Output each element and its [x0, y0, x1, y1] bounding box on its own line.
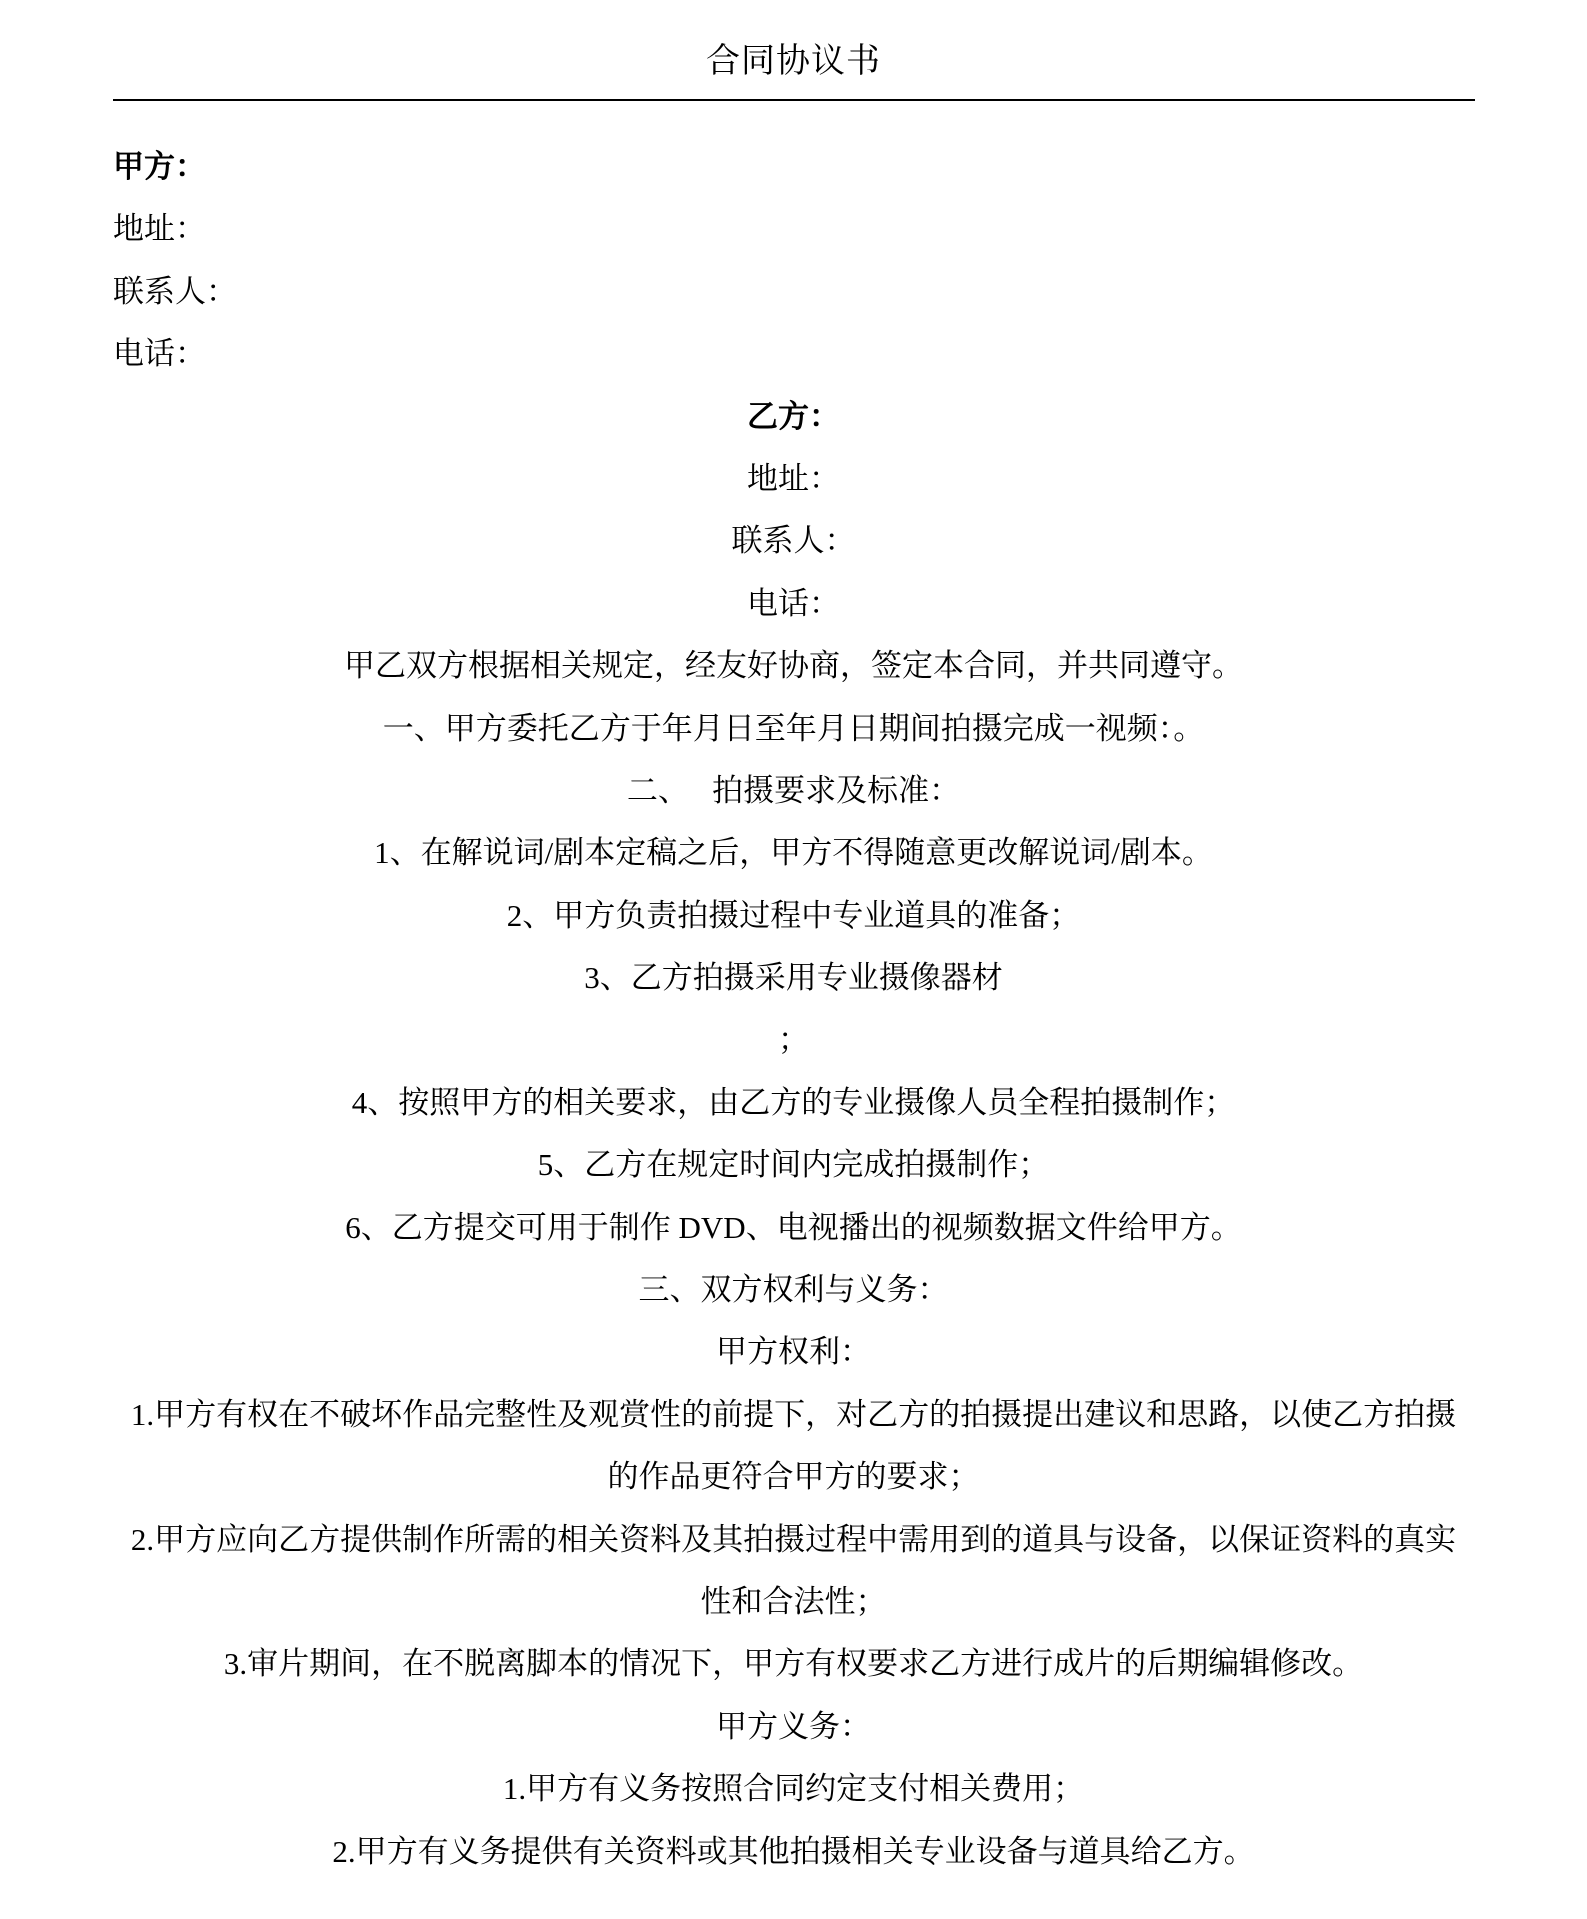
document-line: 3、乙方拍摄采用专业摄像器材 — [584, 960, 1003, 996]
title-divider-rule — [113, 99, 1475, 101]
document-line: 一、甲方委托乙方于年月日至年月日期间拍摄完成一视频：。 — [382, 710, 1205, 746]
document-line: 联系人： — [113, 273, 237, 309]
document-line: 3.审片期间，在不脱离脚本的情况下，甲方有权要求乙方进行成片的后期编辑修改。 — [223, 1646, 1364, 1682]
document-line: 的作品更符合甲方的要求； — [607, 1459, 980, 1495]
document-line: 甲乙双方根据相关规定，经友好协商，签定本合同，并共同遵守。 — [344, 648, 1243, 684]
document-line: 电话： — [113, 336, 206, 372]
document-body — [113, 136, 1474, 1883]
document-line: 电话： — [747, 585, 840, 621]
document-line: 性和合法性； — [700, 1583, 887, 1619]
document-line: 联系人： — [731, 523, 856, 559]
document-line: 1.甲方有义务按照合同约定支付相关费用； — [502, 1771, 1085, 1807]
document-line: 2、甲方负责拍摄过程中专业道具的准备； — [506, 897, 1081, 933]
document-title: 合同协议书 — [706, 41, 881, 81]
document-line: 二、 拍摄要求及标准： — [626, 772, 961, 808]
document-line: 甲方义务： — [716, 1708, 871, 1744]
document-line: 2.甲方应向乙方提供制作所需的相关资料及其拍摄过程中需用到的道具与设备，以保证资料的真实 — [130, 1521, 1457, 1557]
document-line: 6、乙方提交可用于制作 DVD、电视播出的视频数据文件给甲方。 — [345, 1209, 1242, 1245]
document-line: 2.甲方有义务提供有关资料或其他拍摄相关专业设备与道具给乙方。 — [332, 1833, 1255, 1869]
document-line: 5、乙方在规定时间内完成拍摄制作； — [537, 1147, 1050, 1183]
document-line: 三、双方权利与义务： — [638, 1272, 949, 1308]
document-line: 甲方： — [113, 149, 206, 184]
document-line: 1、在解说词/剧本定稿之后，甲方不得随意更改解说词/剧本。 — [374, 835, 1213, 871]
document-line: ； — [778, 1022, 809, 1058]
document-line: 甲方权利： — [716, 1334, 871, 1370]
document-line: 地址： — [747, 460, 840, 496]
document-line: 地址： — [113, 211, 206, 247]
document-line: 1.甲方有权在不破坏作品完整性及观赏性的前提下，对乙方的拍摄提出建议和思路，以使乙方拍摄 — [130, 1396, 1457, 1432]
document-line: 乙方： — [747, 398, 840, 434]
document-line: 4、按照甲方的相关要求，由乙方的专业摄像人员全程拍摄制作； — [351, 1084, 1236, 1120]
